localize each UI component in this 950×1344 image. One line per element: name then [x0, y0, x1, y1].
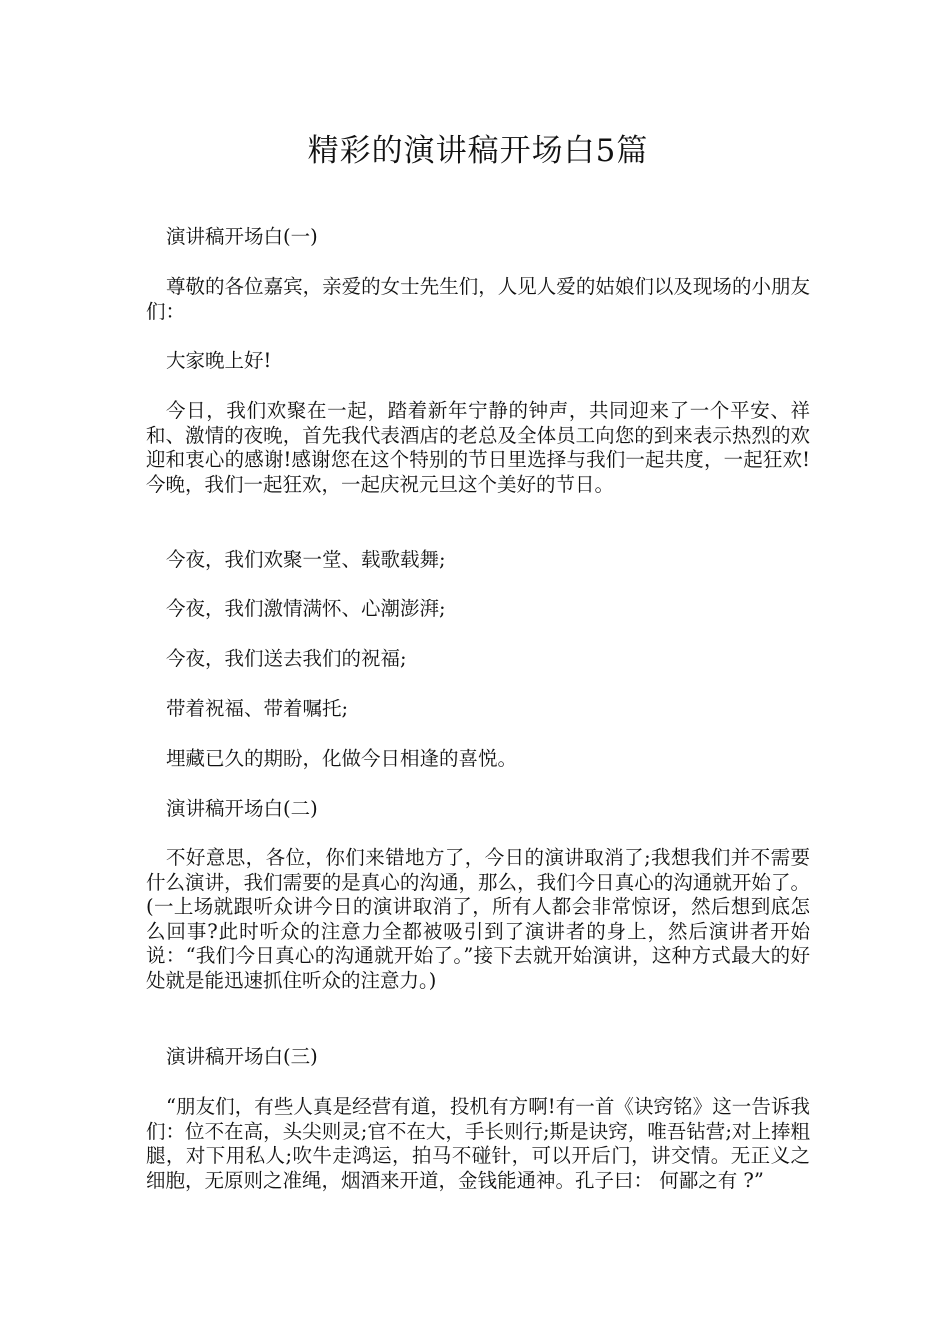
paragraph-blessing: 带着祝福、带着嘱托;	[166, 697, 349, 720]
paragraph-greeting-audience: 尊敬的各位嘉宾，亲爱的女士先生们，人见人爱的姑娘们以及现场的小朋友们：	[146, 275, 810, 323]
paragraph-tonight-3: 今夜，我们送去我们的祝福;	[166, 647, 407, 670]
paragraph-tonight-2: 今夜，我们激情满怀、心潮澎湃;	[166, 597, 446, 620]
paragraph-speech-cancelled: 不好意思，各位，你们来错地方了，今日的演讲取消了;我想我们并不需要什么演讲，我们需要的是真心的沟通，那么，我们今日真心的沟通就开始了。(一上场就跟听众讲今日的演讲取消了，所有人都会非常惊讶，然后想到底怎么回事?此时听众的注意力全都被吸引到了演讲者的身上，然后演讲者开始说：“我们今日真心的沟通就开始了。”接下去就开始演讲，这种方式最大的好处就是能迅速抓住听众的注意力。)	[146, 846, 810, 992]
section-heading-1: 演讲稿开场白(一)	[166, 225, 318, 248]
section-heading-3: 演讲稿开场白(三)	[166, 1045, 318, 1068]
paragraph-expectation: 埋藏已久的期盼，化做今日相逢的喜悦。	[166, 747, 518, 770]
paragraph-knack-inscription: “朋友们，有些人真是经营有道，投机有方啊!有一首《诀窍铭》这一告诉我们：位不在高，头尖则灵;官不在大，手长则行;斯是诀窍，唯吾钻营;对上捧粗腿，对下用私人;吹牛走鸿运，拍马不碰针，可以开后门，讲交情。无正义之细胞，无原则之准绳，烟酒来开道，金钱能通神。孔子曰： 何鄙之有 ?”	[146, 1095, 810, 1192]
section-heading-2: 演讲稿开场白(二)	[166, 797, 318, 820]
document-title: 精彩的演讲稿开场白5篇	[307, 133, 649, 169]
paragraph-good-evening: 大家晚上好!	[166, 349, 272, 372]
paragraph-welcome: 今日，我们欢聚在一起，踏着新年宁静的钟声，共同迎来了一个平安、祥和、激情的夜晚，首先我代表酒店的老总及全体员工向您的到来表示热烈的欢迎和衷心的感谢!感谢您在这个特别的节日里选择与我们一起共度，一起狂欢!今晚，我们一起狂欢，一起庆祝元旦这个美好的节日。	[146, 399, 810, 496]
paragraph-tonight-1: 今夜，我们欢聚一堂、载歌载舞;	[166, 548, 446, 571]
